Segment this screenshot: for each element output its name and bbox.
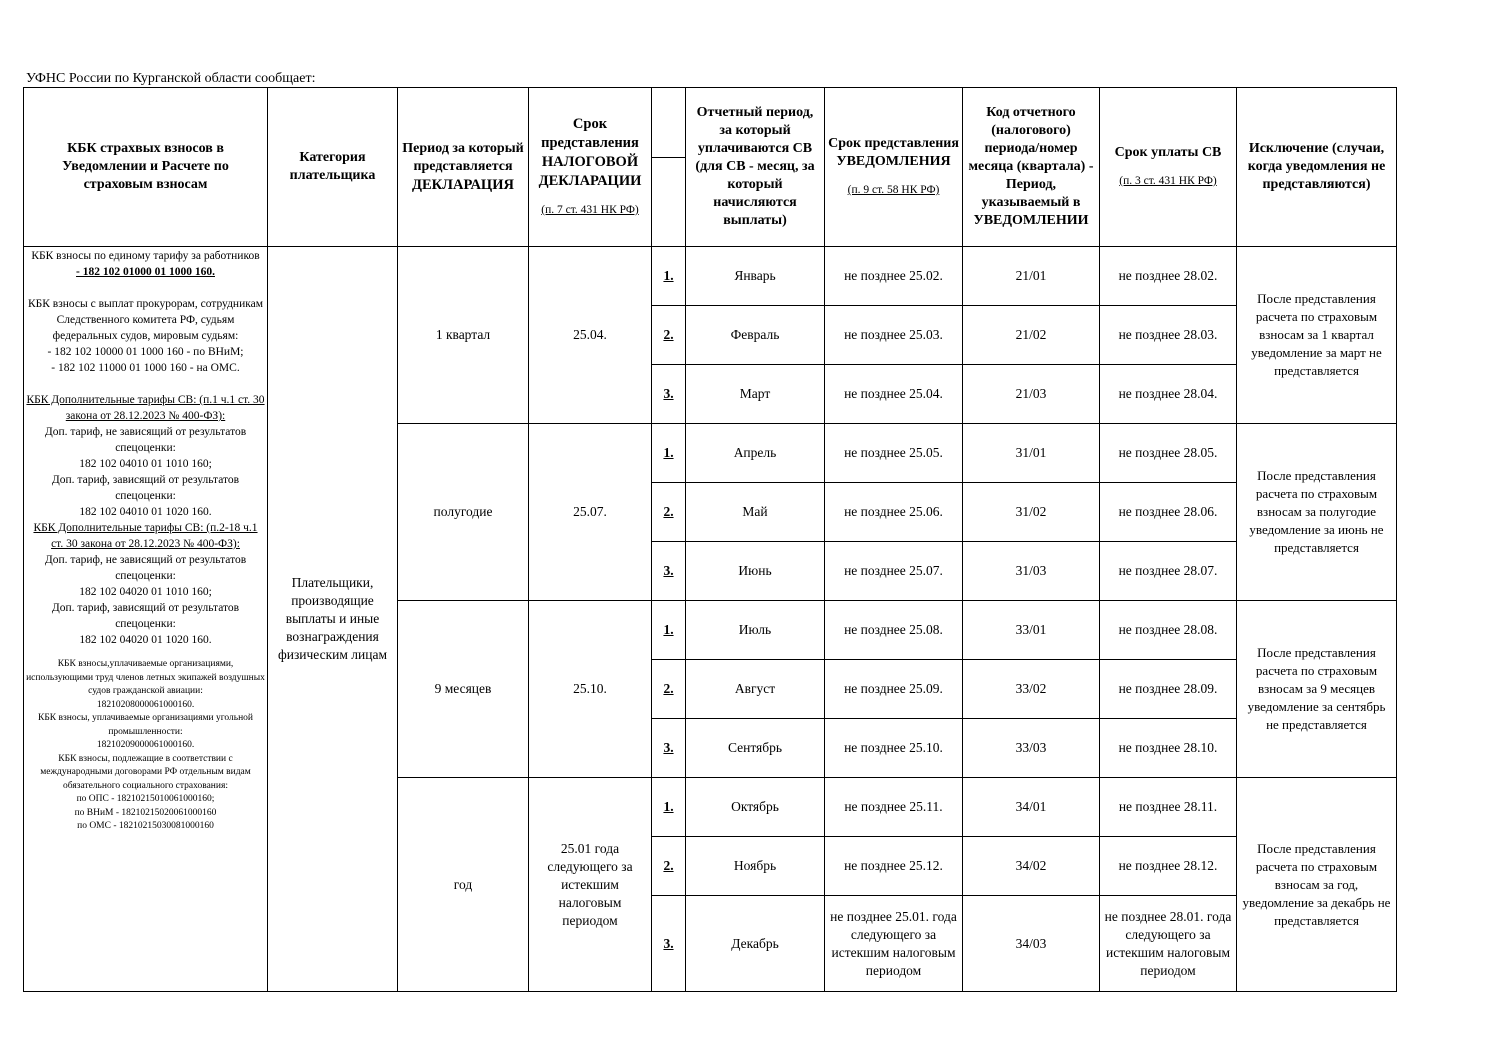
header-deadline-notice	[825, 88, 963, 247]
pay-deadline-cell: не позднее 28.03.	[1100, 306, 1237, 365]
code-cell: 34/03	[963, 896, 1100, 992]
header-num-top	[652, 88, 686, 158]
kbk-line: 182 102 04020 01 1010 160;	[79, 586, 212, 598]
pay-deadline-cell: не позднее 28.05.	[1100, 424, 1237, 483]
kbk-small-line: КБК взносы,уплачиваемые организациями, использующими труд членов летных экипажей воздушных судов гражданской авиации:	[26, 659, 265, 696]
header-deadline-decl-ref: (п. 7 ст. 431 НК РФ)	[541, 204, 639, 216]
period-cell: 1 квартал	[398, 247, 529, 424]
header-exception: Исключение (случаи, когда уведомления не представляются)	[1237, 88, 1397, 247]
code-cell: 33/03	[963, 719, 1100, 778]
kbk-line: Доп. тариф, зависящий от результатов спецоценки:	[51, 602, 240, 630]
header-num-bottom	[652, 158, 686, 247]
month-cell: Декабрь	[686, 896, 825, 992]
category-cell: Плательщики, производящие выплаты и иные вознаграждения физическим лицам	[268, 247, 398, 992]
code-cell: 21/01	[963, 247, 1100, 306]
pay-deadline-cell: не позднее 28.02.	[1100, 247, 1237, 306]
month-cell: Ноябрь	[686, 837, 825, 896]
month-cell: Август	[686, 660, 825, 719]
period-cell: год	[398, 778, 529, 992]
kbk-small-line: по ОМС - 18210215030081000160	[77, 821, 214, 831]
month-number: 3.	[652, 896, 686, 992]
code-cell: 31/03	[963, 542, 1100, 601]
kbk-small-line: по ВНиМ - 18210215020061000160	[74, 807, 217, 818]
kbk-line: КБК взносы с выплат прокурорам, сотрудникам Следственного комитета РФ, судьям федеральных судов, мировым судьям:	[27, 298, 264, 342]
table-row	[24, 247, 1397, 306]
header-deadline-decl	[529, 88, 652, 247]
header-category: Категория плательщика	[268, 88, 398, 247]
kbk-subheading: КБК Дополнительные тарифы СВ: (п.2-18 ч.1 ст. 30 закона от 28.12.2023 № 400-ФЗ):	[33, 522, 258, 550]
code-cell: 21/03	[963, 365, 1100, 424]
header-row	[24, 88, 1397, 158]
month-cell: Январь	[686, 247, 825, 306]
pay-deadline-cell: не позднее 28.01. года следующего за истекшим налоговым периодом	[1100, 896, 1237, 992]
month-number: 3.	[652, 365, 686, 424]
code-cell: 31/02	[963, 483, 1100, 542]
notice-deadline-cell: не позднее 25.04.	[825, 365, 963, 424]
notice-deadline-cell: не позднее 25.07.	[825, 542, 963, 601]
code-cell: 33/02	[963, 660, 1100, 719]
code-cell: 31/01	[963, 424, 1100, 483]
pay-deadline-cell: не позднее 28.07.	[1100, 542, 1237, 601]
header-deadline-decl-text: Срок представления НАЛОГОВОЙ ДЕКЛАРАЦИИ	[538, 116, 642, 189]
month-number: 1.	[652, 778, 686, 837]
code-cell: 34/02	[963, 837, 1100, 896]
kbk-small-line: по ОПС - 18210215010061000160;	[76, 794, 215, 804]
kbk-small-line: 18210208000061000160.	[96, 699, 195, 710]
header-pay-deadline-text: Срок уплаты СВ	[1114, 145, 1222, 160]
exception-cell: После представления расчета по страховым взносам за год, уведомление за декабрь не представляется	[1237, 778, 1397, 992]
intro-text: УФНС России по Курганской области сообщает:	[26, 71, 316, 86]
month-cell: Май	[686, 483, 825, 542]
month-number: 1.	[652, 424, 686, 483]
month-number: 3.	[652, 542, 686, 601]
month-cell: Март	[686, 365, 825, 424]
header-code: Код отчетного (налогового) периода/номер месяца (квартала) - Период, указываемый в УВЕДОМЛЕНИИ	[963, 88, 1100, 247]
header-pay-deadline-ref: (п. 3 ст. 431 НК РФ)	[1119, 175, 1217, 187]
deadline-decl-cell: 25.04.	[529, 247, 652, 424]
pay-deadline-cell: не позднее 28.09.	[1100, 660, 1237, 719]
header-period	[398, 88, 529, 247]
kbk-line: - 182 102 10000 01 1000 160 - по ВНиМ;	[47, 346, 244, 358]
month-cell: Июнь	[686, 542, 825, 601]
kbk-line: Доп. тариф, не зависящий от результатов спецоценки:	[44, 426, 247, 454]
kbk-line: 182 102 04010 01 1010 160;	[79, 458, 212, 470]
pay-deadline-cell: не позднее 28.06.	[1100, 483, 1237, 542]
notice-deadline-cell: не позднее 25.01. года следующего за истекшим налоговым периодом	[825, 896, 963, 992]
notice-deadline-cell: не позднее 25.11.	[825, 778, 963, 837]
header-period-main: ДЕКЛАРАЦИЯ	[412, 176, 514, 193]
deadline-decl-cell: 25.07.	[529, 424, 652, 601]
code-cell: 21/02	[963, 306, 1100, 365]
pay-deadline-cell: не позднее 28.04.	[1100, 365, 1237, 424]
kbk-line: - 182 102 11000 01 1000 160 - на ОМС.	[51, 362, 240, 374]
notice-deadline-cell: не позднее 25.06.	[825, 483, 963, 542]
month-cell: Октябрь	[686, 778, 825, 837]
notice-deadline-cell: не позднее 25.02.	[825, 247, 963, 306]
header-kbk: КБК страхвых взносов в Уведомлении и Расчете по страховым взносам	[24, 88, 268, 247]
header-period-pre: Период за который представляется	[402, 140, 524, 174]
kbk-line: Доп. тариф, не зависящий от результатов спецоценки:	[44, 554, 247, 582]
pay-deadline-cell: не позднее 28.08.	[1100, 601, 1237, 660]
month-number: 3.	[652, 719, 686, 778]
notice-deadline-cell: не позднее 25.05.	[825, 424, 963, 483]
month-cell: Февраль	[686, 306, 825, 365]
month-number: 1.	[652, 247, 686, 306]
notice-deadline-cell: не позднее 25.08.	[825, 601, 963, 660]
notice-deadline-cell: не позднее 25.12.	[825, 837, 963, 896]
pay-deadline-cell: не позднее 28.10.	[1100, 719, 1237, 778]
kbk-small-line: КБК взносы, подлежащие в соответствии с международными договорами РФ отдельным видам обязательного социального страхования:	[40, 753, 251, 791]
kbk-small-line: КБК взносы, уплачиваемые организациями угольной промышленности:	[38, 713, 253, 737]
kbk-line: Доп. тариф, зависящий от результатов спецоценки:	[51, 474, 240, 502]
header-deadline-notice-ref: (п. 9 ст. 58 НК РФ)	[847, 184, 940, 196]
kbk-cell	[24, 247, 268, 992]
kbk-small-line: 18210209000061000160.	[96, 740, 195, 750]
kbk-subheading: КБК Дополнительные тарифы СВ: (п.1 ч.1 ст. 30 закона от 28.12.2023 № 400-ФЗ):	[26, 394, 265, 422]
pay-deadline-cell: не позднее 28.12.	[1100, 837, 1237, 896]
month-cell: Апрель	[686, 424, 825, 483]
notice-deadline-cell: не позднее 25.10.	[825, 719, 963, 778]
contributions-table	[23, 87, 1397, 992]
header-report-period: Отчетный период, за который уплачиваются СВ (для СВ - месяц, за который начисляются выплаты)	[686, 88, 825, 247]
deadline-decl-cell: 25.10.	[529, 601, 652, 778]
deadline-decl-cell: 25.01 года следующего за истекшим налоговым периодом	[529, 778, 652, 992]
month-number: 2.	[652, 660, 686, 719]
notice-deadline-cell: не позднее 25.09.	[825, 660, 963, 719]
exception-cell: После представления расчета по страховым взносам за 1 квартал уведомление за март не представляется	[1237, 247, 1397, 424]
exception-cell: После представления расчета по страховым взносам за 9 месяцев уведомление за сентябрь не представляется	[1237, 601, 1397, 778]
period-cell: полугодие	[398, 424, 529, 601]
kbk-line: 182 102 04010 01 1020 160.	[79, 506, 212, 518]
code-cell: 34/01	[963, 778, 1100, 837]
kbk-main-code: - 182 102 01000 01 1000 160.	[76, 266, 215, 278]
month-number: 1.	[652, 601, 686, 660]
code-cell: 33/01	[963, 601, 1100, 660]
pay-deadline-cell: не позднее 28.11.	[1100, 778, 1237, 837]
month-number: 2.	[652, 837, 686, 896]
header-deadline-notice-text: Срок представления УВЕДОМЛЕНИЯ	[828, 136, 959, 169]
month-number: 2.	[652, 483, 686, 542]
kbk-line: 182 102 04020 01 1020 160.	[79, 634, 212, 646]
month-number: 2.	[652, 306, 686, 365]
header-pay-deadline	[1100, 88, 1237, 247]
kbk-line: КБК взносы по единому тарифу за работников	[31, 250, 260, 262]
period-cell: 9 месяцев	[398, 601, 529, 778]
notice-deadline-cell: не позднее 25.03.	[825, 306, 963, 365]
exception-cell: После представления расчета по страховым взносам за полугодие уведомление за июнь не представляется	[1237, 424, 1397, 601]
month-cell: Июль	[686, 601, 825, 660]
month-cell: Сентябрь	[686, 719, 825, 778]
